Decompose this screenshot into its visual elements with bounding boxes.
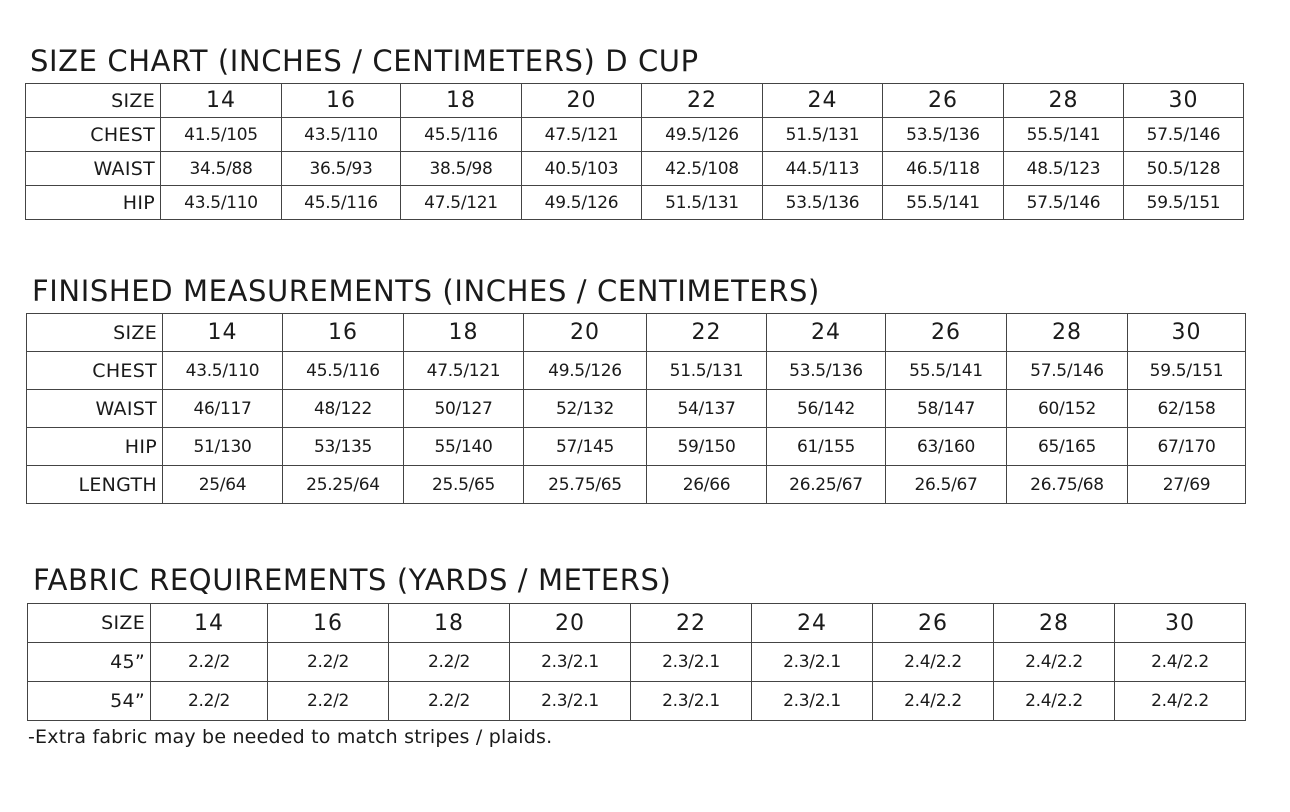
row-label: CHEST — [27, 352, 163, 390]
table-cell: 51/130 — [163, 428, 283, 466]
table-cell: 51.5/131 — [763, 118, 883, 152]
table-cell: 53.5/136 — [763, 186, 883, 220]
table-row — [27, 390, 1246, 428]
table-cell: 2.4/2.2 — [994, 682, 1115, 721]
row-label: WAIST — [27, 390, 163, 428]
size-header-cell: 18 — [389, 604, 510, 643]
table-cell: 41.5/105 — [161, 118, 282, 152]
table-cell: 46.5/118 — [883, 152, 1004, 186]
table-cell: 57.5/146 — [1007, 352, 1128, 390]
table-cell: 45.5/116 — [282, 186, 401, 220]
table-cell: 2.3/2.1 — [752, 643, 873, 682]
header-row — [28, 604, 1246, 643]
table-cell: 51.5/131 — [647, 352, 767, 390]
table-cell: 36.5/93 — [282, 152, 401, 186]
table-cell: 2.2/2 — [268, 643, 389, 682]
size-header-label: SIZE — [26, 84, 161, 118]
size-header-cell: 20 — [524, 314, 647, 352]
table-cell: 50.5/128 — [1124, 152, 1244, 186]
table-cell: 53.5/136 — [767, 352, 886, 390]
size-header-cell: 22 — [647, 314, 767, 352]
size-header-cell: 26 — [873, 604, 994, 643]
table-cell: 2.3/2.1 — [510, 643, 631, 682]
table-cell: 48/122 — [283, 390, 404, 428]
table-cell: 43.5/110 — [161, 186, 282, 220]
table-cell: 2.4/2.2 — [1115, 643, 1246, 682]
table-cell: 2.2/2 — [151, 643, 268, 682]
table-cell: 51.5/131 — [642, 186, 763, 220]
table-cell: 60/152 — [1007, 390, 1128, 428]
table-cell: 56/142 — [767, 390, 886, 428]
table-cell: 65/165 — [1007, 428, 1128, 466]
table-cell: 26.25/67 — [767, 466, 886, 504]
table-cell: 47.5/121 — [404, 352, 524, 390]
row-label: HIP — [27, 428, 163, 466]
table-cell: 53/135 — [283, 428, 404, 466]
table-cell: 43.5/110 — [163, 352, 283, 390]
header-row — [26, 84, 1244, 118]
table-cell: 38.5/98 — [401, 152, 522, 186]
table-cell: 57/145 — [524, 428, 647, 466]
table-cell: 57.5/146 — [1004, 186, 1124, 220]
table-row — [26, 186, 1244, 220]
size-header-cell: 14 — [161, 84, 282, 118]
size-header-cell: 30 — [1124, 84, 1244, 118]
table-cell: 44.5/113 — [763, 152, 883, 186]
table-cell: 34.5/88 — [161, 152, 282, 186]
table-row — [27, 466, 1246, 504]
row-label: HIP — [26, 186, 161, 220]
table-cell: 50/127 — [404, 390, 524, 428]
table-row — [27, 352, 1246, 390]
size-header-cell: 28 — [1007, 314, 1128, 352]
fabric-requirements-title: FABRIC REQUIREMENTS (YARDS / METERS) — [33, 563, 672, 597]
size-header-cell: 30 — [1128, 314, 1246, 352]
table-row — [26, 118, 1244, 152]
table-cell: 25.25/64 — [283, 466, 404, 504]
finished-measurements-table — [26, 313, 1246, 504]
table-cell: 2.4/2.2 — [1115, 682, 1246, 721]
size-header-cell: 16 — [283, 314, 404, 352]
size-header-cell: 14 — [151, 604, 268, 643]
table-row — [28, 682, 1246, 721]
table-cell: 48.5/123 — [1004, 152, 1124, 186]
table-cell: 55.5/141 — [1004, 118, 1124, 152]
table-cell: 26.75/68 — [1007, 466, 1128, 504]
table-cell: 67/170 — [1128, 428, 1246, 466]
table-cell: 59.5/151 — [1128, 352, 1246, 390]
size-header-cell: 22 — [642, 84, 763, 118]
table-cell: 61/155 — [767, 428, 886, 466]
size-header-cell: 20 — [522, 84, 642, 118]
table-cell: 2.4/2.2 — [873, 682, 994, 721]
table-cell: 52/132 — [524, 390, 647, 428]
table-cell: 47.5/121 — [522, 118, 642, 152]
size-header-cell: 24 — [767, 314, 886, 352]
row-label: CHEST — [26, 118, 161, 152]
table-cell: 27/69 — [1128, 466, 1246, 504]
size-header-cell: 16 — [268, 604, 389, 643]
table-cell: 42.5/108 — [642, 152, 763, 186]
fabric-requirements-table — [27, 603, 1246, 721]
size-header-cell: 30 — [1115, 604, 1246, 643]
table-cell: 25.75/65 — [524, 466, 647, 504]
table-cell: 46/117 — [163, 390, 283, 428]
header-row — [27, 314, 1246, 352]
table-cell: 45.5/116 — [401, 118, 522, 152]
table-cell: 26/66 — [647, 466, 767, 504]
table-cell: 25.5/65 — [404, 466, 524, 504]
size-header-cell: 18 — [401, 84, 522, 118]
size-header-label: SIZE — [27, 314, 163, 352]
table-cell: 2.3/2.1 — [510, 682, 631, 721]
size-header-cell: 24 — [752, 604, 873, 643]
table-cell: 55.5/141 — [886, 352, 1007, 390]
row-label: WAIST — [26, 152, 161, 186]
table-cell: 49.5/126 — [522, 186, 642, 220]
size-header-cell: 16 — [282, 84, 401, 118]
table-cell: 2.4/2.2 — [873, 643, 994, 682]
table-row — [27, 428, 1246, 466]
size-header-cell: 18 — [404, 314, 524, 352]
table-cell: 2.3/2.1 — [752, 682, 873, 721]
table-cell: 59/150 — [647, 428, 767, 466]
table-cell: 25/64 — [163, 466, 283, 504]
fabric-note: -Extra fabric may be needed to match stripes / plaids. — [28, 726, 553, 748]
table-cell: 40.5/103 — [522, 152, 642, 186]
table-cell: 55.5/141 — [883, 186, 1004, 220]
table-cell: 59.5/151 — [1124, 186, 1244, 220]
table-cell: 63/160 — [886, 428, 1007, 466]
table-row — [26, 152, 1244, 186]
table-cell: 57.5/146 — [1124, 118, 1244, 152]
finished-measurements-title: FINISHED MEASUREMENTS (INCHES / CENTIMETERS) — [32, 274, 820, 308]
row-label: LENGTH — [27, 466, 163, 504]
size-header-cell: 20 — [510, 604, 631, 643]
table-cell: 2.2/2 — [151, 682, 268, 721]
table-cell: 2.3/2.1 — [631, 682, 752, 721]
table-cell: 2.2/2 — [389, 682, 510, 721]
size-header-cell: 28 — [994, 604, 1115, 643]
size-header-cell: 28 — [1004, 84, 1124, 118]
size-chart-table — [25, 83, 1244, 220]
size-header-cell: 22 — [631, 604, 752, 643]
size-header-cell: 26 — [883, 84, 1004, 118]
table-cell: 47.5/121 — [401, 186, 522, 220]
table-cell: 2.3/2.1 — [631, 643, 752, 682]
size-chart-title: SIZE CHART (INCHES / CENTIMETERS) D CUP — [30, 44, 699, 78]
table-cell: 2.2/2 — [389, 643, 510, 682]
row-label: 54” — [28, 682, 151, 721]
table-cell: 2.2/2 — [268, 682, 389, 721]
size-header-cell: 24 — [763, 84, 883, 118]
row-label: 45” — [28, 643, 151, 682]
table-cell: 62/158 — [1128, 390, 1246, 428]
table-cell: 58/147 — [886, 390, 1007, 428]
table-cell: 45.5/116 — [283, 352, 404, 390]
table-row — [28, 643, 1246, 682]
table-cell: 54/137 — [647, 390, 767, 428]
table-cell: 49.5/126 — [642, 118, 763, 152]
table-cell: 55/140 — [404, 428, 524, 466]
size-header-label: SIZE — [28, 604, 151, 643]
table-cell: 53.5/136 — [883, 118, 1004, 152]
table-cell: 2.4/2.2 — [994, 643, 1115, 682]
table-cell: 43.5/110 — [282, 118, 401, 152]
table-cell: 26.5/67 — [886, 466, 1007, 504]
size-header-cell: 14 — [163, 314, 283, 352]
table-cell: 49.5/126 — [524, 352, 647, 390]
size-header-cell: 26 — [886, 314, 1007, 352]
